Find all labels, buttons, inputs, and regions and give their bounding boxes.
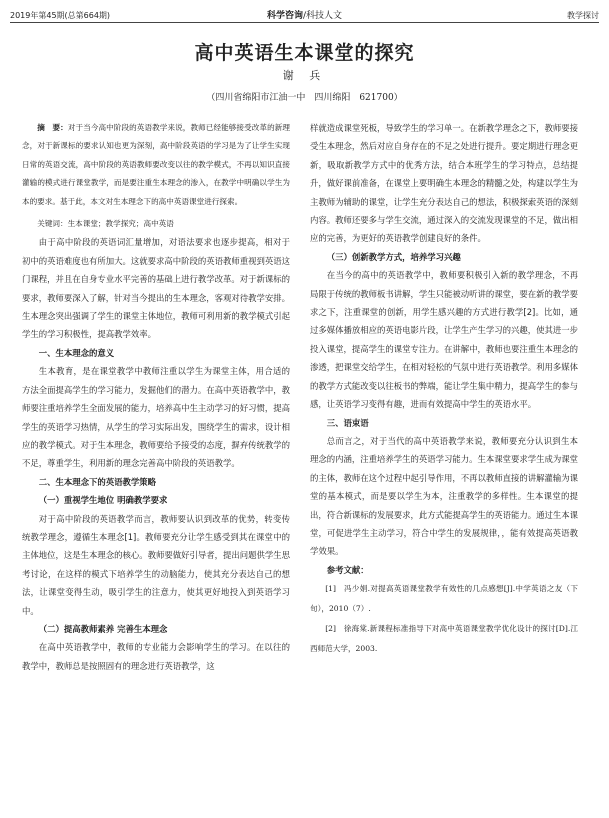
references-heading: 参考文献： [326,564,369,575]
right-column [310,119,578,659]
section-2b-body: 在高中英语教学中，教师的专业能力会影响学生的学习。在以往的教学中，教师总是按照固有的理念进行英语教学，这 [22,642,290,671]
intro-paragraph: 由于高中阶段的英语词汇量增加，对语法要求也逐步提高，相对于初中的英语难度也有所加大。这就要求高中阶段的英语教师重视到英语这门课程，并且在自身专业水平完善的基础上进行教学改革。对于新课标的要求，教师要深入了解，针对当今提出的生本理念，客观对待教学安排。生本理念突出强调了学生的课堂主体地位，教师可利用新的教学模式引起学生的学习积极性，提高教学效率。 [22,237,290,340]
column-name: 教学探讨 [567,11,599,20]
section-2b-heading: （二）提高教师素养 完善生本理念 [38,623,168,634]
reference-2: [2] 徐海棠.新课程标准指导下对高中英语课堂教学优化设计的探讨[D].江西师范大学，2003. [310,624,578,654]
section-2-heading: 二、生本理念下的英语教学策略 [38,476,157,487]
reference-1: [1] 冯少娟.对提高英语课堂教学有效性的几点感想[J].中学英语之友（下旬），2010（7）. [310,584,578,614]
author: 谢 兵 [282,69,327,82]
left-column [22,119,290,675]
journal-name-main: 科学咨询 [266,11,303,21]
section-2a-body: 对于高中阶段的英语教学而言，教师要认识到改革的优势，转变传统教学理念，遵循生本理念[1]。教师要充分让学生感受到其在课堂中的主体地位，这是生本理念的核心。教师要做好引导者，提出问题供学生思考讨论，在这样的模式下培养学生的动脑能力，使其充分表达自己的想法，让课堂变得生动，吸引学生的注意力，使其更好地投入到英语学习中。 [22,513,290,616]
header-rule [10,22,599,23]
keywords-text: 生本课堂；教学探究；高中英语 [67,219,174,229]
abstract [22,119,290,211]
section-3-body: 总而言之，对于当代的高中英语教学来说，教师要充分认识到生本理念的内涵，注重培养学生的英语学习能力。生本课堂要求学生成为课堂的主体，教师在这个过程中起引导作用，不再以教师直接的讲解灌输为课堂的基本模式，而是要以学生为本，注重教学的多样性。生本课堂的提出，符合新课标的发展要求，此方式能提高学生的英语能力。通过生本课堂，可促进学生主动学习，符合中学生的发展规律，，能有效提高英语教学效果。 [310,435,578,557]
journal-name [10,8,599,21]
issue-info: 2019年第45期(总第664期) [10,11,111,20]
keywords [22,215,290,233]
abstract-label: 摘 要： [37,123,68,132]
keywords-label: 关键词： [37,219,68,229]
section-2c-body: 在当今的高中的英语教学中，教师要积极引入新的教学理念，不再局限于传统的教师板书讲解，学生只能被动听讲的课堂，要在新的教学要求之下，注重课堂的创新，用学生感兴趣的方式进行教学[2]。比如，通过多媒体播放相应的英语电影片段，让学生产生学习的兴趣，使其进一步投入课堂，提高学生的课堂专注力。在讲解中，教师也要注重生本理念的渗透，把课堂交给学生，在相对轻松的气氛中进行英语教学。利用多媒体的教学方式能改变以往板书的弊端，能让学生集中精力，提高学生的参与感，让英语学习变得有趣，进而有效提高中学生的英语水平。 [310,270,578,410]
abstract-text: 对于当今高中阶段的英语教学来说，教师已经能够接受改革的新理念，对于新课标的要求认知也更为深刻，高中阶段英语的学习是为了让学生实现日常的英语交流，高中阶段的英语教师要改变以往的教学模式，不再以知识直接灌输的模式进行课堂教学，而是要注重生本理念的渗入，在教学中明确以学生为本的要求。基于此，本文对生本理念下的高中英语课堂进行探索。 [22,123,291,206]
section-2a-heading: （一）重视学生地位 明确教学要求 [38,495,168,506]
article-title: 高中英语生本课堂的探究 [194,42,415,64]
section-1-body: 生本教育，是在课堂教学中教师注重以学生为课堂主体，用合适的方法全面提高学生的学习能力，发掘他们的潜力。在高中英语教学中，教师要注重培养学生全面发展的能力，培养高中生主动学习的好习惯，提高学生的英语学习热情，从学生的学习实际出发，围绕学生的需求，设计相应的教学模式。对于生本理念，教师要给予接受的态度，摒弃传统教学的不足，尊重学生，利用新的理念完善高中阶段的英语教学。 [22,366,290,469]
section-1-heading: 一、生本理念的意义 [38,347,115,358]
section-2b-continued: 样就造成课堂死板，导致学生的学习单一。在新教学理念之下，教师要接受生本理念，然后对应自身存在的不足之处进行提升。要定期进行理念更新，吸取新教学方式中的优秀方法，结合本班学生的学习特点，总结提升，做好课前准备，在课堂上要明确生本理念的精髓之处，构建以学生为主教师为辅助的课堂，让学生充分表达自己的想法，积极探索英语的深刻内容。教师还要多与学生交流，通过深入的交流发现课堂的不足，做出相应的完善，为更好的英语教学创建良好的条件。 [310,123,578,244]
affiliation: （四川省绵阳市江油一中 四川绵阳 621700） [206,93,403,103]
section-2c-heading: （三）创新教学方式，培养学习兴趣 [326,251,461,262]
journal-section: /科技人文 [302,11,343,21]
section-3-heading: 三、语束语 [326,417,369,428]
